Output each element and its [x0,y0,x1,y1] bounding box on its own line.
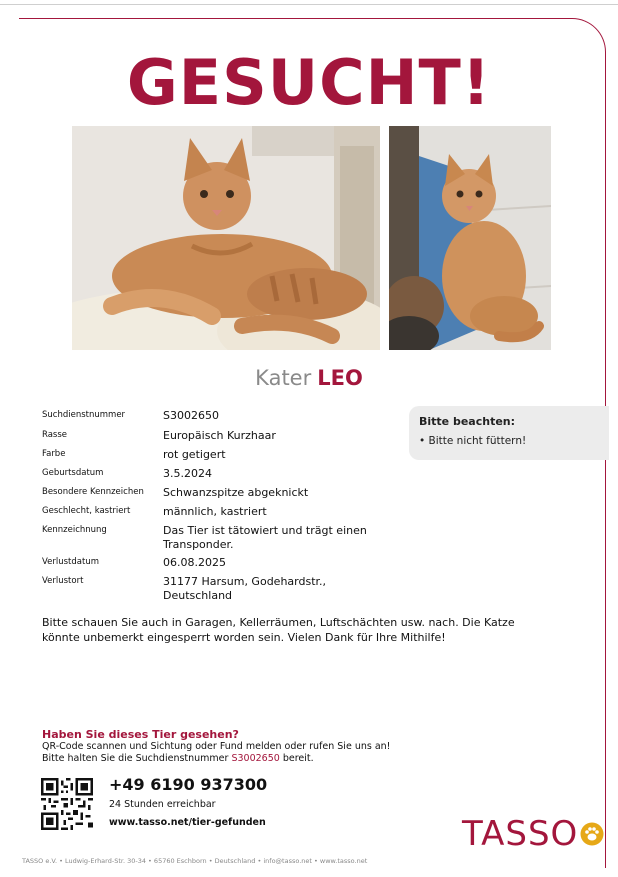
page-title: GESUCHT! [126,46,492,119]
website-link[interactable]: www.tasso.net/tier-gefunden [109,817,266,828]
cat-photo-sitting-on-mat [389,126,551,350]
detail-label: Kennzeichnung [42,525,107,535]
reference-text-before: Bitte halten Sie die Suchdienstnummer [42,753,229,764]
detail-label: Rasse [42,430,68,440]
detail-label: Geburtsdatum [42,468,104,478]
notice-heading: Bitte beachten: [419,415,516,428]
detail-label: Geschlecht, kastriert [42,506,131,516]
cat-photo-lying-on-cat-tree [72,126,380,350]
detail-value: Schwanzspitze abgeknickt [163,486,309,499]
notice-item: • Bitte nicht füttern! [419,435,527,447]
detail-value: Europäisch Kurzhaar [163,429,276,442]
contact-question: Haben Sie dieses Tier gesehen? [42,728,239,741]
detail-value: Das Tier ist tätowiert und trägt einen Transponder. [163,524,367,551]
hours-text: 24 Stunden erreichbar [109,799,216,810]
detail-value: S3002650 [163,409,219,422]
top-divider [0,4,618,5]
detail-value: rot getigert [163,448,226,461]
reference-number: S3002650 [231,753,280,764]
detail-value: 06.08.2025 [163,556,226,569]
animal-name-text: LEO [317,366,363,390]
footer-address: TASSO e.V. • Ludwig-Erhard-Str. 30-34 • 65760 Eschborn • Deutschland • info@tasso.net • www.tasso.net [22,857,368,865]
phone-number[interactable]: +49 6190 937300 [109,775,268,794]
tasso-logo-text: TASSO [462,814,579,854]
info-paragraph: Bitte schauen Sie auch in Garagen, Kellerräumen, Luftschächten usw. nach. Die Katze könnte unbemerkt eingesperrt worden sein. Vielen Dank für Ihre Mithilfe! [42,616,515,644]
contact-instruction: QR-Code scannen und Sichtung oder Fund melden oder rufen Sie uns an! [42,741,391,752]
detail-value: 31177 Harsum, Godehardstr., Deutschland [163,575,327,602]
qr-code[interactable] [41,778,93,830]
detail-label: Verlustdatum [42,557,99,567]
notice-box [409,406,609,460]
detail-label: Farbe [42,449,66,459]
detail-value: 3.5.2024 [163,467,212,480]
detail-value: männlich, kastriert [163,505,267,518]
paw-icon [580,822,604,846]
animal-name [0,366,618,390]
detail-label: Verlustort [42,576,84,586]
detail-label: Besondere Kennzeichen [42,487,144,497]
contact-reference [42,753,314,764]
animal-type: Kater [255,366,312,390]
detail-label: Suchdienstnummer [42,410,126,420]
reference-text-after: bereit. [282,753,314,764]
